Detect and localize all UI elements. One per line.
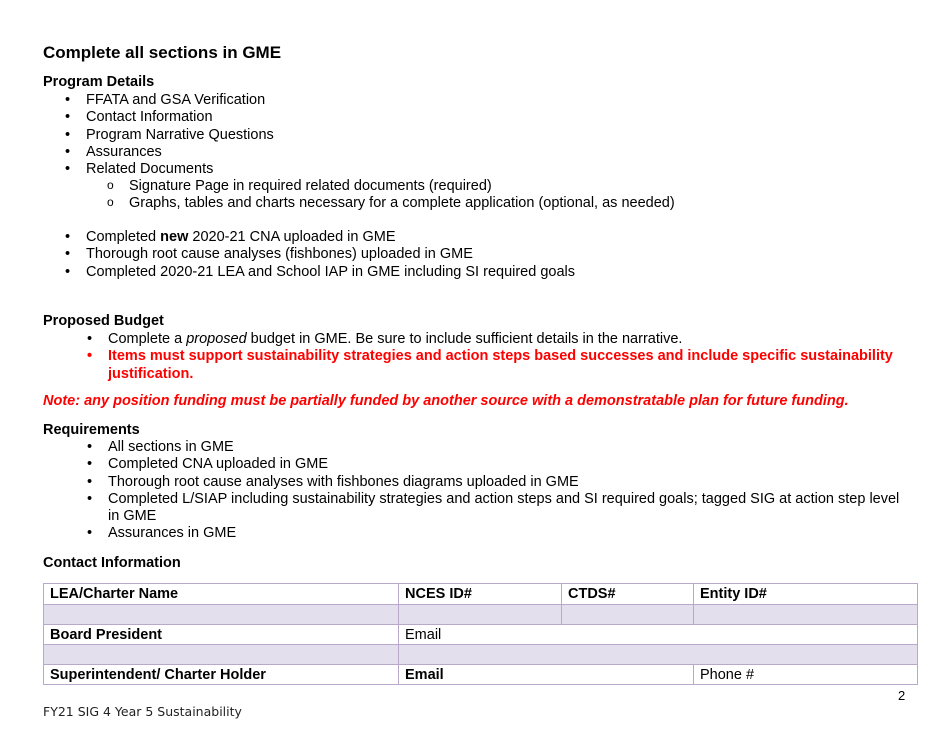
program-details-heading: Program Details bbox=[43, 74, 155, 90]
phone-label: Phone # bbox=[694, 665, 918, 685]
list-item: • Completed new 2020-21 CNA uploaded in GME bbox=[86, 229, 575, 246]
proposed-budget-heading: Proposed Budget bbox=[43, 313, 164, 329]
program-details-list bbox=[86, 92, 274, 178]
contact-information-table bbox=[43, 583, 918, 685]
list-item: • Assurances in GME bbox=[108, 525, 908, 542]
page-number: 2 bbox=[898, 688, 906, 703]
list-item: • Thorough root cause analyses with fishbones diagrams uploaded in GME bbox=[108, 474, 908, 491]
ctds-label: CTDS# bbox=[562, 584, 694, 605]
list-item: • Thorough root cause analyses (fishbones) uploaded in GME bbox=[86, 246, 575, 263]
nces-id-field[interactable] bbox=[399, 605, 562, 625]
list-item: • Program Narrative Questions bbox=[86, 127, 274, 144]
superintendent-label: Superintendent/ Charter Holder bbox=[44, 665, 399, 685]
page-title: Complete all sections in GME bbox=[43, 43, 282, 62]
list-item: • Items must support sustainability strategies and action steps based successes and include specific sustainability justification. bbox=[108, 348, 908, 383]
program-details-list-2 bbox=[86, 229, 575, 281]
funding-note: Note: any position funding must be partially funded by another source with a demonstratable plan for future funding. bbox=[43, 393, 849, 409]
related-documents-sublist bbox=[129, 178, 675, 213]
table-row bbox=[44, 625, 918, 645]
contact-information-heading: Contact Information bbox=[43, 555, 181, 571]
list-item: • Related Documents bbox=[86, 161, 274, 178]
list-item: • Completed 2020-21 LEA and School IAP in GME including SI required goals bbox=[86, 264, 575, 281]
ctds-field[interactable] bbox=[562, 605, 694, 625]
list-item: • Completed CNA uploaded in GME bbox=[108, 456, 908, 473]
table-row bbox=[44, 605, 918, 625]
list-item: • Completed L/SIAP including sustainability strategies and action steps and SI required goals; tagged SIG at action step level in GME bbox=[108, 491, 908, 526]
list-item: • Complete a proposed budget in GME. Be sure to include sufficient details in the narrative. bbox=[108, 331, 908, 348]
table-row bbox=[44, 584, 918, 605]
nces-id-label: NCES ID# bbox=[399, 584, 562, 605]
proposed-budget-list bbox=[108, 331, 908, 383]
list-item: • Contact Information bbox=[86, 109, 274, 126]
board-president-field[interactable] bbox=[44, 645, 399, 665]
list-item: • Assurances bbox=[86, 144, 274, 161]
table-row bbox=[44, 645, 918, 665]
entity-id-field[interactable] bbox=[694, 605, 918, 625]
list-item: • FFATA and GSA Verification bbox=[86, 92, 274, 109]
table-row bbox=[44, 665, 918, 685]
board-email-label: Email bbox=[399, 625, 918, 645]
entity-id-label: Entity ID# bbox=[694, 584, 918, 605]
list-item: o Signature Page in required related documents (required) bbox=[129, 178, 675, 195]
lea-name-field[interactable] bbox=[44, 605, 399, 625]
list-item: o Graphs, tables and charts necessary for a complete application (optional, as needed) bbox=[129, 195, 675, 212]
footer: FY21 SIG 4 Year 5 Sustainability bbox=[43, 704, 242, 719]
list-item: • All sections in GME bbox=[108, 439, 908, 456]
superintendent-email-label: Email bbox=[399, 665, 694, 685]
requirements-heading: Requirements bbox=[43, 422, 140, 438]
board-email-field[interactable] bbox=[399, 645, 918, 665]
lea-name-label: LEA/Charter Name bbox=[44, 584, 399, 605]
board-president-label: Board President bbox=[44, 625, 399, 645]
requirements-list bbox=[108, 439, 908, 543]
